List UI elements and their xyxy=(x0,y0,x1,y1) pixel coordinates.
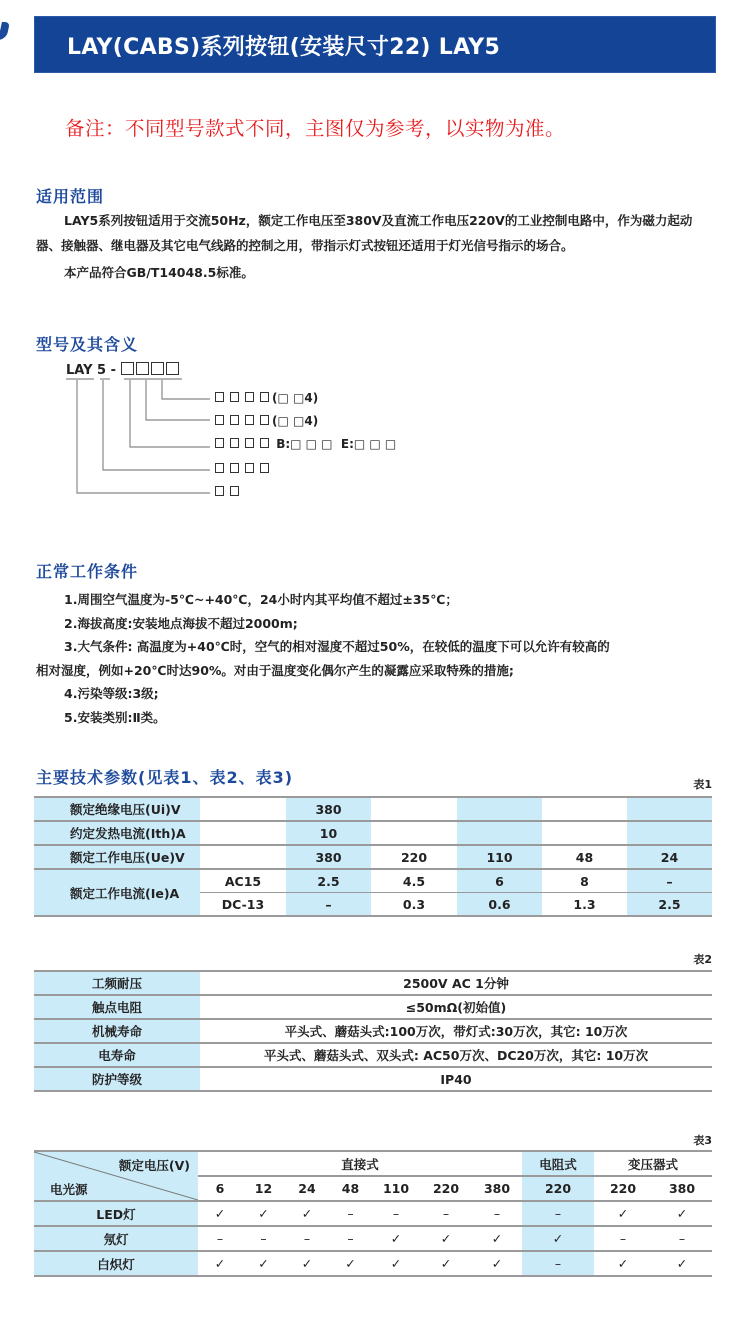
condition-item: 4.污染等级:3级; xyxy=(64,686,159,701)
page-title: LAY(CABS)系列按钮(安装尺寸22) LAY5 xyxy=(67,35,501,60)
specs-heading: 主要技术参数(见表1、表2、表3) xyxy=(36,768,294,787)
condition-item: 2.海拔高度:安装地点海拔不超过2000m; xyxy=(64,615,298,631)
model-legend-row xyxy=(212,485,242,499)
table3 xyxy=(34,1150,712,1277)
scope-heading: 适用范围 xyxy=(36,187,105,206)
table-row: 工频耐压 2500V AC 1分钟 xyxy=(34,971,712,995)
condition-item: 5.安装类别:Ⅱ类。 xyxy=(64,709,166,725)
table-row: 触点电阻 ≤50mΩ(初始值) xyxy=(34,995,712,1019)
table2-label: 表2 xyxy=(693,953,712,966)
conditions-heading: 正常工作条件 xyxy=(36,562,139,581)
model-legend-row: (□ □4) xyxy=(212,414,318,428)
table1 xyxy=(34,796,712,917)
model-dash: - xyxy=(110,363,117,378)
table-row: 额定工作电流(Ie)A AC15 2.5 4.5 6 8 – xyxy=(34,869,712,893)
table-row: DC-13 – 0.3 0.6 1.3 2.5 xyxy=(34,893,712,917)
table-row: 约定发热电流(Ith)A 10 xyxy=(34,821,712,845)
table-header-row xyxy=(34,1151,712,1176)
title-banner xyxy=(34,16,716,73)
table-row: 额定绝缘电压(Ui)V 380 xyxy=(34,797,712,821)
model-legend-row xyxy=(212,462,272,476)
table-row: 氖灯 – – – – ✓ ✓ ✓ ✓ – – xyxy=(34,1226,712,1251)
group-transformer: 变压器式 xyxy=(594,1151,712,1176)
group-direct: 直接式 xyxy=(198,1151,522,1176)
table-row: 白炽灯 ✓ ✓ ✓ ✓ ✓ ✓ ✓ – ✓ ✓ xyxy=(34,1251,712,1276)
model-series: 5 xyxy=(97,363,107,378)
model-legend-row: (□ □4) xyxy=(212,391,318,405)
group-resistor: 电阻式 xyxy=(522,1151,594,1176)
scope-text xyxy=(36,208,716,285)
edge-decoration xyxy=(0,22,10,40)
table-row: 机械寿命 平头式、蘑菇头式:100万次，带灯式:30万次，其它: 10万次 xyxy=(34,1019,712,1043)
table-row: 防护等级 IP40 xyxy=(34,1067,712,1091)
table-row: 额定工作电压(Ue)V 380 220 110 48 24 xyxy=(34,845,712,869)
model-heading: 型号及其含义 xyxy=(36,335,139,354)
table2 xyxy=(34,970,712,1092)
conditions-list xyxy=(36,588,716,729)
table-header-row: 6 12 24 48 110 220 380 220 220 380 xyxy=(34,1176,712,1201)
table3-label: 表3 xyxy=(693,1134,712,1147)
model-connector-lines xyxy=(66,362,216,512)
scope-paragraph: LAY5系列按钮适用于交流50Hz，额定工作电压至380V及直流工作电压220V的工业控制电路中，作为磁力起动器、接触器、继电器及其它电气线路的控制之用，带指示灯式按钮还适用于灯光信号指示的场合。 xyxy=(36,213,693,253)
disclaimer-note: 备注：不同型号款式不同，主图仅为参考，以实物为准。 xyxy=(65,117,566,140)
model-prefix: LAY xyxy=(66,363,93,378)
corner-cell: 额定电压(V) 电光源 xyxy=(34,1151,198,1201)
condition-item: 相对湿度，例如+20℃时达90%。对由于温度变化偶尔产生的凝露应采取特殊的措施; xyxy=(36,662,514,678)
table-row: LED灯 ✓ ✓ ✓ – – – – – ✓ ✓ xyxy=(34,1201,712,1226)
condition-item: 1.周围空气温度为-5℃~+40℃，24小时内其平均值不超过±35℃； xyxy=(64,592,458,607)
scope-paragraph: 本产品符合GB/T14048.5标准。 xyxy=(64,265,254,280)
condition-item: 3.大气条件: 高温度为+40℃时，空气的相对湿度不超过50%，在较低的温度下可以允许有较高的 xyxy=(64,639,610,654)
model-legend-row: B:□ □ □ E:□ □ □ xyxy=(212,437,396,451)
table-row: 电寿命 平头式、蘑菇头式、双头式: AC50万次、DC20万次，其它: 10万次 xyxy=(34,1043,712,1067)
table1-label: 表1 xyxy=(693,778,712,791)
